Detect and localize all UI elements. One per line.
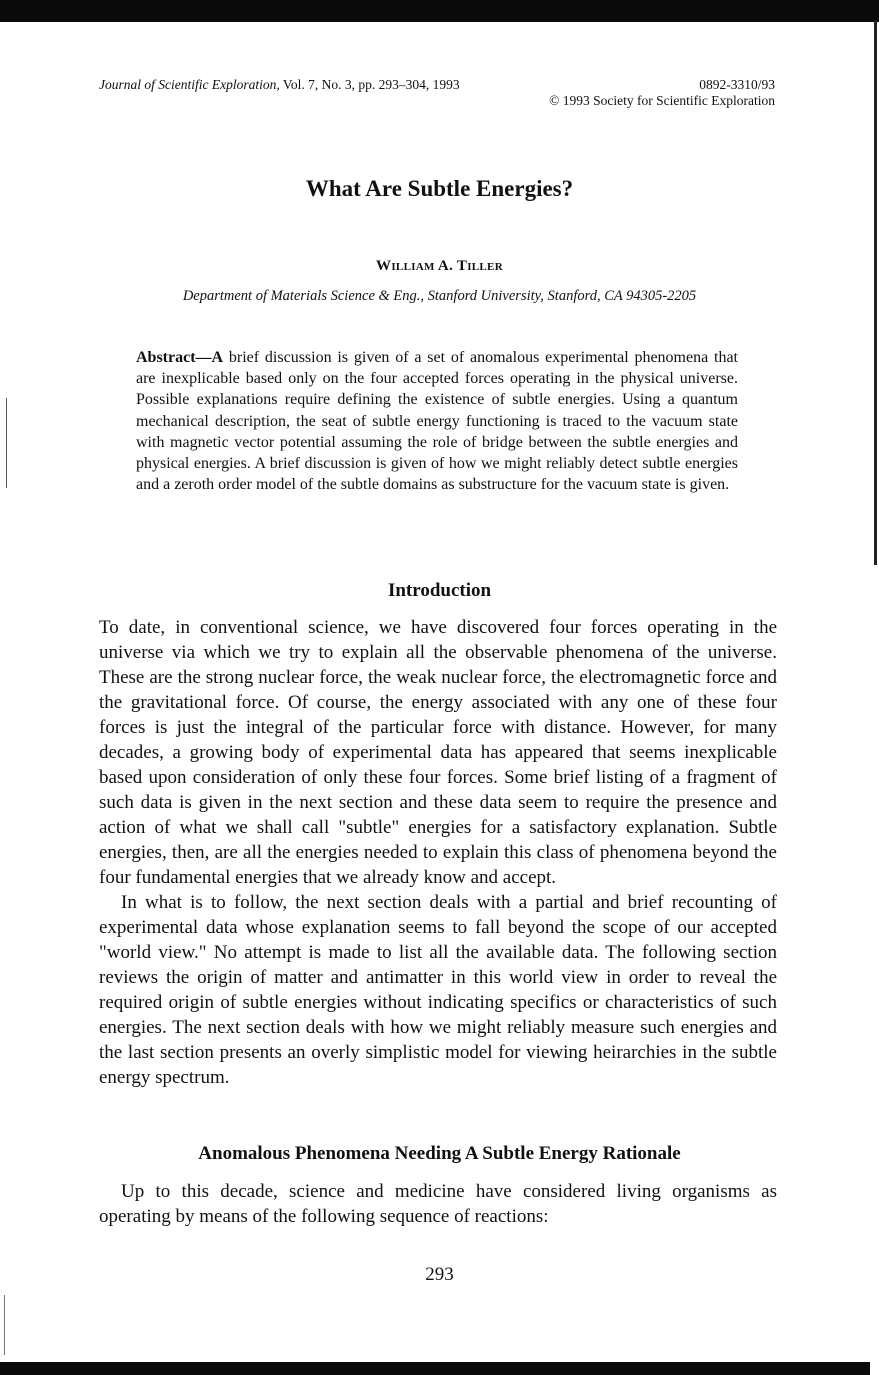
section-heading-introduction: Introduction (387, 580, 492, 601)
paragraph: In what is to follow, the next section deals with a partial and brief recounting of experimental data whose explanation seems to fall beyond the scope of our accepted "world view." No attempt is made to list all the available data. The following section reviews the origin of matter and antimatter in this world view in order to reveal the required origin of subtle energies without indicating specifics or characteristics of such energies. The next section deals with how we might reliably measure such energies and the last section presents an overly simplistic model for viewing heirarchies in the subtle energy spectrum. (99, 892, 777, 1088)
affiliation: Department of Materials Science & Eng., Stanford University, Stanford, CA 94305-2205 (182, 288, 697, 304)
page-number: 293 (425, 1264, 454, 1285)
abstract-label: Abstract—A (136, 349, 224, 366)
abstract-text: brief discussion is given of a set of anomalous experimental phenomena that are inexplicable based only on the four accepted forces operating in the physical universe. Possible explanations require defining the existence of subtle energies. Using a quantum mechanical description, the seat of subtle energy functioning is traced to the vacuum state with magnetic vector potential assuming the role of bridge between the subtle energies and physical energies. A brief discussion is given of how we might reliably detect subtle energies and a zeroth order model of the subtle domains as substructure for the vacuum state is given. (136, 349, 739, 494)
scan-mark-left-lower (4, 1295, 5, 1355)
scan-border-top (0, 0, 879, 22)
paragraph: To date, in conventional science, we have discovered four forces operating in the universe via which we try to explain all the observable phenomena of the universe. These are the strong nuclear force, the weak nuclear force, the electromagnetic force and the gravitational force. Of course, the energy associated with any one of these four forces is just the integral of the particular force with distance. However, for many decades, a growing body of experimental data has appeared that seems inexplicable based upon consideration of only these four forces. Some brief listing of a fragment of such data is given in the next section and these data seem to require the presence and action of what we shall call "subtle" energies for a satisfactory explanation. Subtle energies, then, are all the energies needed to explain this class of phenomena beyond the four fundamental energies that we already know and accept. (99, 617, 777, 888)
journal-volume: Vol. 7, No. 3, pp. 293–304, 1993 (282, 77, 460, 92)
journal-code: 0892-3310/93 (699, 77, 775, 92)
copyright: © 1993 Society for Scientific Exploration (549, 93, 775, 108)
paper-title: What Are Subtle Energies? (305, 176, 574, 201)
paragraph: Up to this decade, science and medicine have considered living organisms as operating by means of the following sequence of reactions: (99, 1181, 777, 1227)
journal-citation (99, 77, 460, 93)
journal-code-block (549, 77, 775, 109)
section-heading-anomalous: Anomalous Phenomena Needing A Subtle Energy Rationale (198, 1143, 681, 1164)
author: William A. Tiller (376, 258, 503, 274)
anomalous-body (99, 1179, 777, 1229)
journal-name: Journal of Scientific Exploration, (99, 77, 280, 92)
scan-mark-left (6, 398, 7, 488)
abstract (136, 347, 738, 495)
scan-border-bottom (0, 1362, 870, 1375)
introduction-body (99, 615, 777, 1090)
